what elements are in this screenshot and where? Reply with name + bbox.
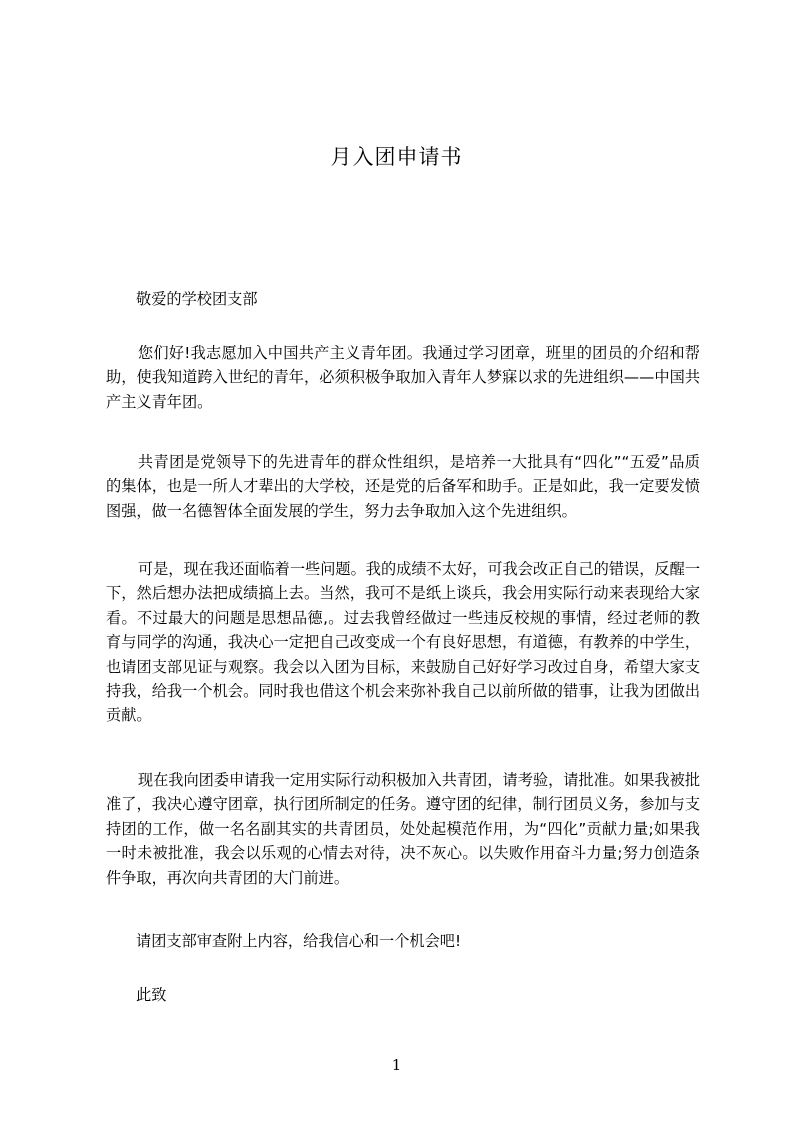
paragraph-1: 您们好!我志愿加入中国共产主义青年团。我通过学习团章，班里的团员的介绍和帮助，使我知道跨入世纪的青年，必须积极争取加入青年人梦寐以求的先进组织——中国共产主义青年团。 <box>106 344 700 411</box>
paragraph-2: 共青团是党领导下的先进青年的群众性组织，是培养一大批具有“四化”“五爱”品质的集体，也是一所人才辈出的大学校，还是党的后备军和助手。正是如此，我一定要发愤图强，做一名德智体全面发展的学生，努力去争取加入这个先进组织。 <box>106 453 700 520</box>
document-title: 月入团申请书 <box>330 145 463 169</box>
paragraph-4: 现在我向团委申请我一定用实际行动积极加入共青团，请考验，请批准。如果我被批准了，我决心遵守团章，执行团所制定的任务。遵守团的纪律，制行团员义务，参加与支持团的工作，做一名名副其实的共青团员，处处起模范作用，为“四化”贡献力量;如果我一时未被批准，我会以乐观的心情去对待，决不灰心。以失败作用奋斗力量;努力创造条件争取，再次向共青团的大门前进。 <box>106 771 700 887</box>
closing: 此致 <box>136 986 167 1004</box>
closing-request: 请团支部审查附上内容，给我信心和一个机会吧! <box>136 932 462 950</box>
salutation: 敬爱的学校团支部 <box>136 290 258 308</box>
page-number: 1 <box>391 1056 402 1074</box>
paragraph-3: 可是，现在我还面临着一些问题。我的成绩不太好，可我会改正自己的错误，反醒一下，然后想办法把成绩搞上去。当然，我可不是纸上谈兵，我会用实际行动来表现给大家看。不过最大的问题是思想品德,。过去我曾经做过一些违反校规的事情，经过老师的教育与同学的沟通，我决心一定把自己改变成一个有良好思想，有道德，有教养的中学生，也请团支部见证与观察。我会以入团为目标，来鼓励自己好好学习改过自身，希望大家支持我，给我一个机会。同时我也借这个机会来弥补我自己以前所做的错事，让我为团做出贡献。 <box>106 560 700 725</box>
